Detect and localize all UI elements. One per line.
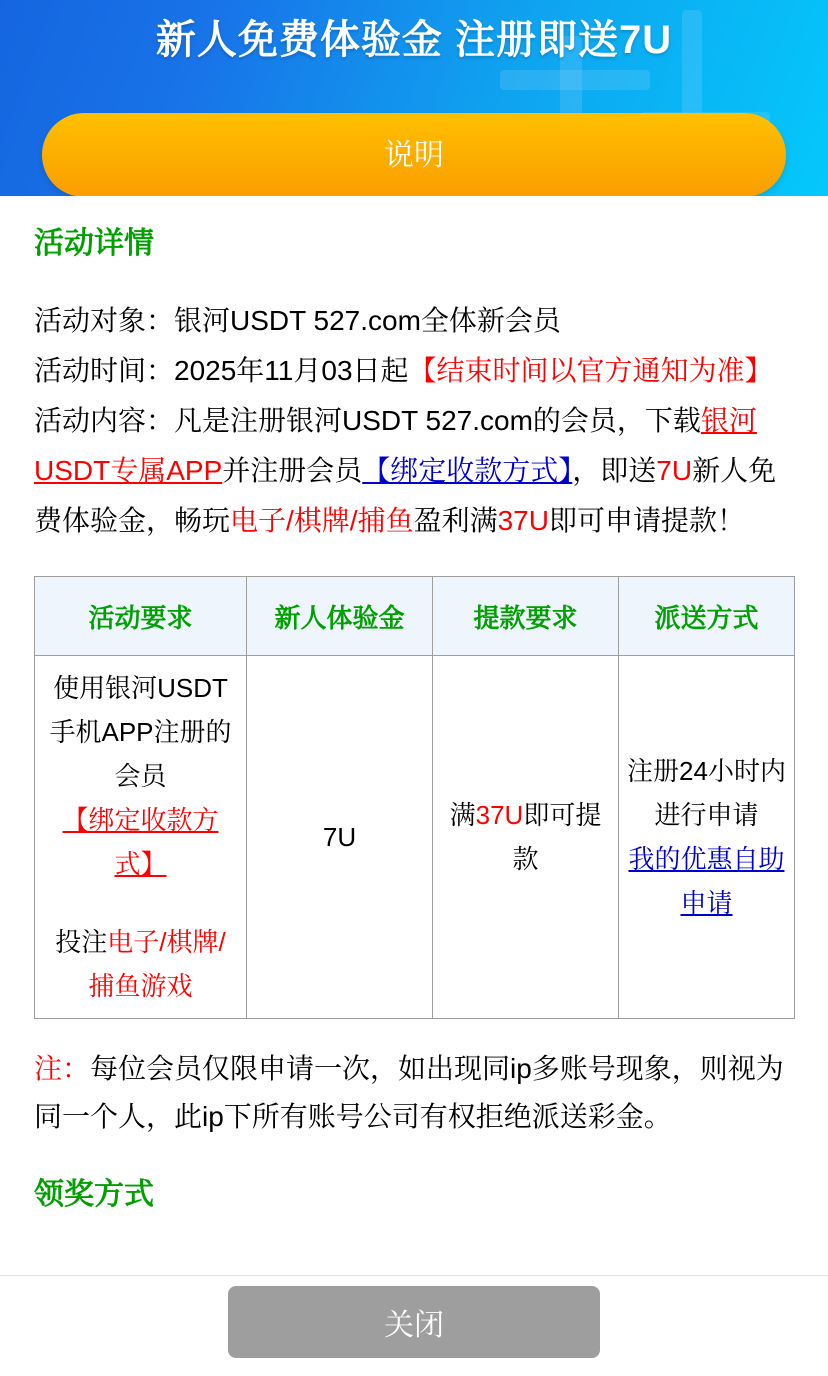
detail-withdraw-amount: 37U xyxy=(497,505,549,536)
withdraw-suffix: 即可提款 xyxy=(512,800,602,874)
close-button[interactable]: 关闭 xyxy=(228,1286,600,1358)
cell-requirement xyxy=(35,656,247,1019)
app-download-link[interactable]: 银河USDT专属APP xyxy=(34,405,757,486)
promo-note xyxy=(34,1045,794,1141)
detail-time-highlight: 【结束时间以官方通知为准】 xyxy=(408,355,773,386)
detail-content-part2: 并注册会员 xyxy=(222,455,363,486)
banner-decoration-icon xyxy=(500,70,650,90)
promo-content xyxy=(0,196,828,1276)
bind-payment-link[interactable]: 【绑定收款方式】 xyxy=(362,455,573,486)
req-line-1: 使用银河USDT xyxy=(53,673,228,703)
detail-content-part1: 凡是注册银河USDT 527.com的会员，下载 xyxy=(174,405,701,436)
table-header-requirement: 活动要求 xyxy=(35,577,247,656)
promo-table xyxy=(34,576,795,1019)
cell-bonus: 7U xyxy=(247,656,433,1019)
detail-target-label: 活动对象： xyxy=(34,305,175,336)
detail-paragraph xyxy=(34,296,794,546)
detail-content-part6: 即可申请提款！ xyxy=(548,505,745,536)
note-text: 每位会员仅限申请一次，如出现同ip多账号现象，则视为同一个人，此ip下所有账号公司有权拒绝派送彩金。 xyxy=(34,1053,784,1132)
detail-content-part4: 新人免费体验金，畅玩 xyxy=(34,455,777,536)
cell-spacer xyxy=(43,886,238,920)
promo-banner xyxy=(0,0,828,196)
req-line-3: 会员 xyxy=(114,761,167,791)
detail-target-value: 银河USDT 527.com全体新会员 xyxy=(174,305,561,336)
table-row xyxy=(35,656,795,1019)
detail-content-label: 活动内容： xyxy=(34,405,175,436)
detail-time-label: 活动时间： xyxy=(34,355,175,386)
send-line-1: 注册24小时内 xyxy=(627,756,786,786)
table-header-row xyxy=(35,577,795,656)
self-service-apply-link[interactable]: 我的优惠自助申请 xyxy=(628,844,785,918)
tab-instructions[interactable]: 说明 xyxy=(42,113,786,196)
cell-withdraw xyxy=(433,656,619,1019)
withdraw-prefix: 满 xyxy=(449,800,476,830)
table-header-withdraw: 提款要求 xyxy=(433,577,619,656)
section-title-award: 领奖方式 xyxy=(34,1178,154,1211)
cell-delivery xyxy=(619,656,795,1019)
section-title-detail: 活动详情 xyxy=(34,227,154,260)
withdraw-amount: 37U xyxy=(475,800,524,830)
detail-bonus-amount: 7U xyxy=(656,455,693,486)
bind-payment-link-table[interactable]: 【绑定收款方式】 xyxy=(62,805,219,879)
req-line-2: 手机APP注册的 xyxy=(49,717,232,747)
req-bet-games: 电子/棋牌/捕鱼游戏 xyxy=(88,927,226,1001)
table-header-delivery: 派送方式 xyxy=(619,577,795,656)
detail-content-part3: ，即送 xyxy=(572,455,657,486)
detail-content-part5: 盈利满 xyxy=(413,505,498,536)
req-bet-prefix: 投注 xyxy=(55,927,108,957)
page-title: 新人免费体验金 注册即送7U xyxy=(155,18,673,62)
table-header-bonus: 新人体验金 xyxy=(247,577,433,656)
detail-game-types: 电子/棋牌/捕鱼 xyxy=(230,505,414,536)
note-prefix: 注： xyxy=(34,1053,91,1084)
detail-time-value: 2025年11月03日起 xyxy=(174,355,409,386)
dialog-footer xyxy=(0,1275,828,1376)
send-line-2: 进行申请 xyxy=(654,800,759,830)
